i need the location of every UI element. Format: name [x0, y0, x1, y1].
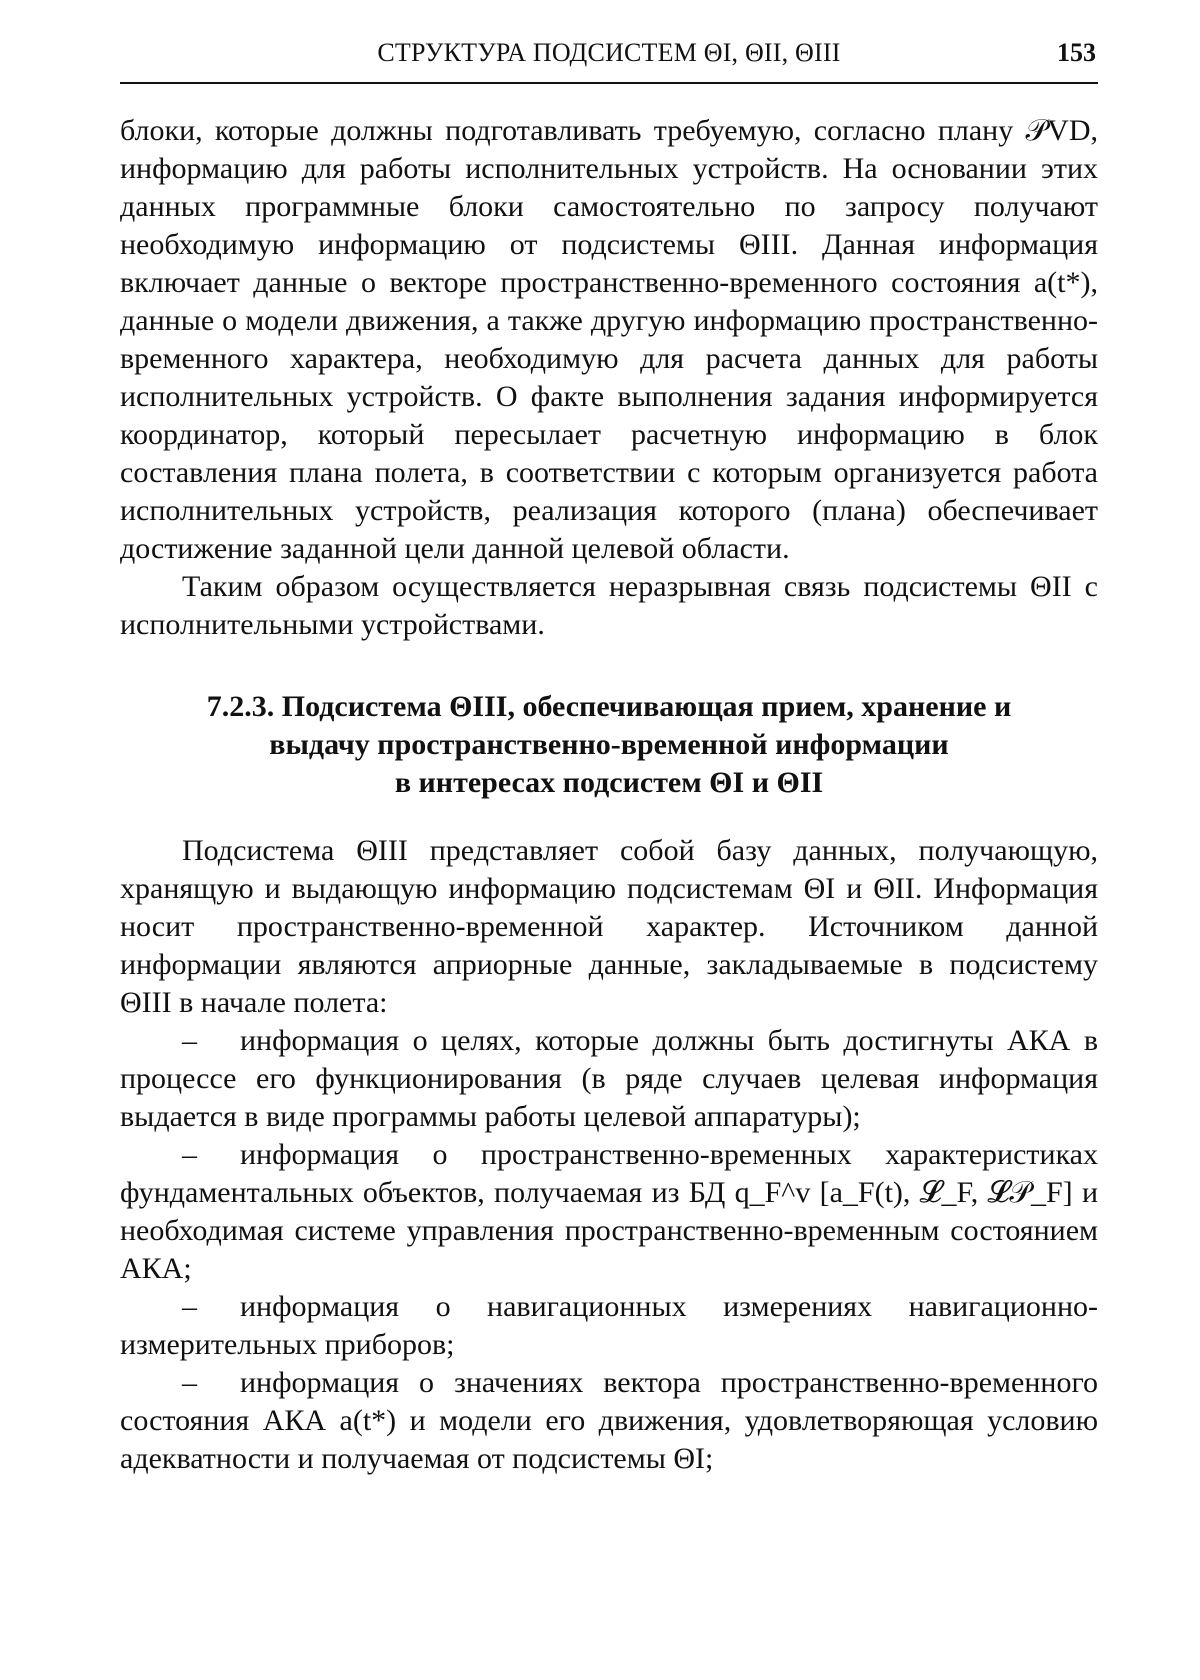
list-dash: –	[182, 1138, 197, 1171]
section-heading	[120, 688, 1098, 802]
list-item-text: информация о целях, которые должны быть достигнуты АКА в процессе его функционирования (в ряде случаев целевая информация выдается в виде программы работы целевой аппаратуры);	[120, 1024, 1098, 1133]
list-dash: –	[182, 1366, 197, 1399]
section-heading-line-2: выдачу пространственно-временной информации	[269, 728, 949, 761]
page-number: 153	[1057, 38, 1096, 67]
paragraph-summary: Таким образом осуществляется неразрывная связь подсистемы ΘII с исполнительными устройствами.	[120, 570, 1098, 641]
list-dash: –	[182, 1024, 197, 1057]
section-heading-line-3: в интересах подсистем ΘI и ΘII	[394, 766, 824, 799]
list-item-text: информация о значениях вектора пространственно-временного состояния АКА a(t*) и модели его движения, удовлетворяющая условию адекватности и получаемая от подсистемы ΘI;	[120, 1366, 1098, 1475]
list-item	[120, 1136, 1098, 1288]
list-item	[120, 1022, 1098, 1136]
list-item	[120, 1364, 1098, 1478]
list-item-text: информация о пространственно-временных характеристиках фундаментальных объектов, получаемая из БД q_F^v [a_F(t), 𝓛_F, 𝓛𝒫_F] и необходимая системе управления пространственно-временным состоянием АКА;	[120, 1138, 1098, 1285]
section-heading-line-1: 7.2.3. Подсистема ΘIII, обеспечивающая прием, хранение и	[206, 690, 1012, 723]
list-item-text: информация о навигационных измерениях навигационно-измерительных приборов;	[120, 1290, 1098, 1361]
running-header	[120, 38, 1098, 84]
page-body	[120, 112, 1098, 1478]
list-item	[120, 1288, 1098, 1364]
running-title: СТРУКТУРА ПОДСИСТЕМ ΘI, ΘII, ΘIII	[377, 38, 841, 67]
paragraph-intro: Подсистема ΘIII представляет собой базу данных, получающую, хранящую и выдающую информацию подсистемам ΘI и ΘII. Информация носит пространственно-временной характер. Источником данной информации являются априорные данные, закладываемые в подсистему ΘIII в начале полета:	[120, 834, 1098, 1019]
paragraph-continuation: блоки, которые должны подготавливать требуемую, согласно плану 𝒫VD, информацию для работы исполнительных устройств. На основании этих данных программные блоки самостоятельно по запросу получают необходимую информацию от подсистемы ΘIII. Данная информация включает данные о векторе пространственно-временного состояния a(t*), данные о модели движения, а также другую информацию пространственно-временного характера, необходимую для расчета данных для работы исполнительных устройств. О факте выполнения задания информируется координатор, который пересылает расчетную информацию в блок составления плана полета, в соответствии с которым организуется работа исполнительных устройств, реализация которого (плана) обеспечивает достижение заданной цели данной целевой области.	[120, 114, 1098, 565]
list-dash: –	[182, 1290, 197, 1323]
